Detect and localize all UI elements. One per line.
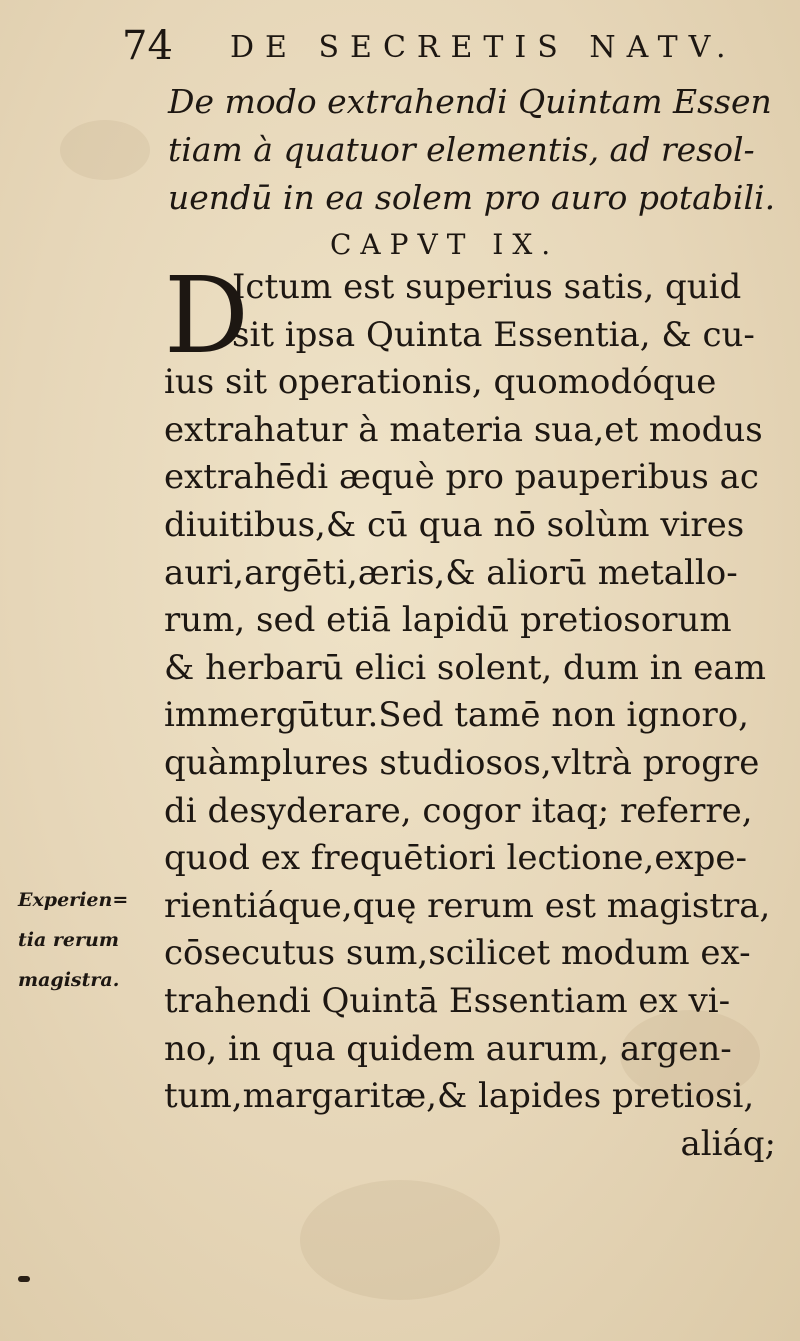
paper-stain (300, 1180, 500, 1300)
text-line: rientiáque,quę rerum est magistra, (164, 885, 771, 926)
text-line: extrahatur à materia sua,et modus (164, 409, 763, 450)
paper-stain (60, 120, 150, 180)
text-line: rum, sed etiā lapidū pretiosorum (164, 600, 732, 641)
text-line: & herbarū elici solent, dum in eam (164, 647, 766, 688)
body-text (164, 254, 784, 1168)
page-number: 74 (122, 23, 173, 69)
running-title: DE SECRETIS NATV. (230, 30, 737, 65)
text-line: trahendi Quintā Essentiam ex vi- (164, 980, 731, 1021)
text-line: tum,margaritæ,& lapides pretiosi, (164, 1076, 755, 1117)
chapter-title-line: uendū in ea solem pro auro potabili. (168, 178, 776, 217)
marginal-note-line: tia rerum (18, 929, 119, 951)
text-line: quàmplures studiosos,vltrà progre (164, 742, 760, 783)
chapter-title (168, 78, 776, 222)
marginal-note-line: magistra. (18, 969, 120, 991)
text-line: ius sit operationis, quomodóque (164, 362, 717, 403)
text-line: sit ipsa Quinta Essentia, & cu- (232, 314, 755, 355)
chapter-title-line: tiam à quatuor elementis, ad resol- (168, 130, 755, 169)
chapter-label: CAPVT IX. (330, 228, 560, 261)
catchword: aliáq; (680, 1123, 776, 1164)
text-line: Ictum est superius satis, quid (232, 267, 742, 307)
marginal-note-line: Experien= (18, 889, 129, 911)
text-line: diuitibus,& cū qua nō solùm vires (164, 504, 745, 545)
text-line: auri,argēti,æris,& aliorū metallo- (164, 552, 738, 593)
chapter-title-line: De modo extrahendi Quintam Essen (168, 82, 772, 121)
text-line: extrahēdi æquè pro pauperibus ac (164, 457, 759, 498)
text-line: quod ex frequētiori lectione,expe- (164, 838, 748, 879)
running-head (122, 22, 742, 70)
text-line: cōsecutus sum,scilicet modum ex- (164, 933, 751, 974)
text-line: immergūtur.Sed tamē non ignoro, (164, 695, 749, 736)
marginal-note (18, 880, 158, 1000)
text-line: no, in qua quidem aurum, argen- (164, 1028, 732, 1069)
text-line: di desyderare, cogor itaq; referre, (164, 790, 753, 831)
drop-capital: D (164, 254, 249, 377)
ink-mark (18, 1276, 30, 1282)
